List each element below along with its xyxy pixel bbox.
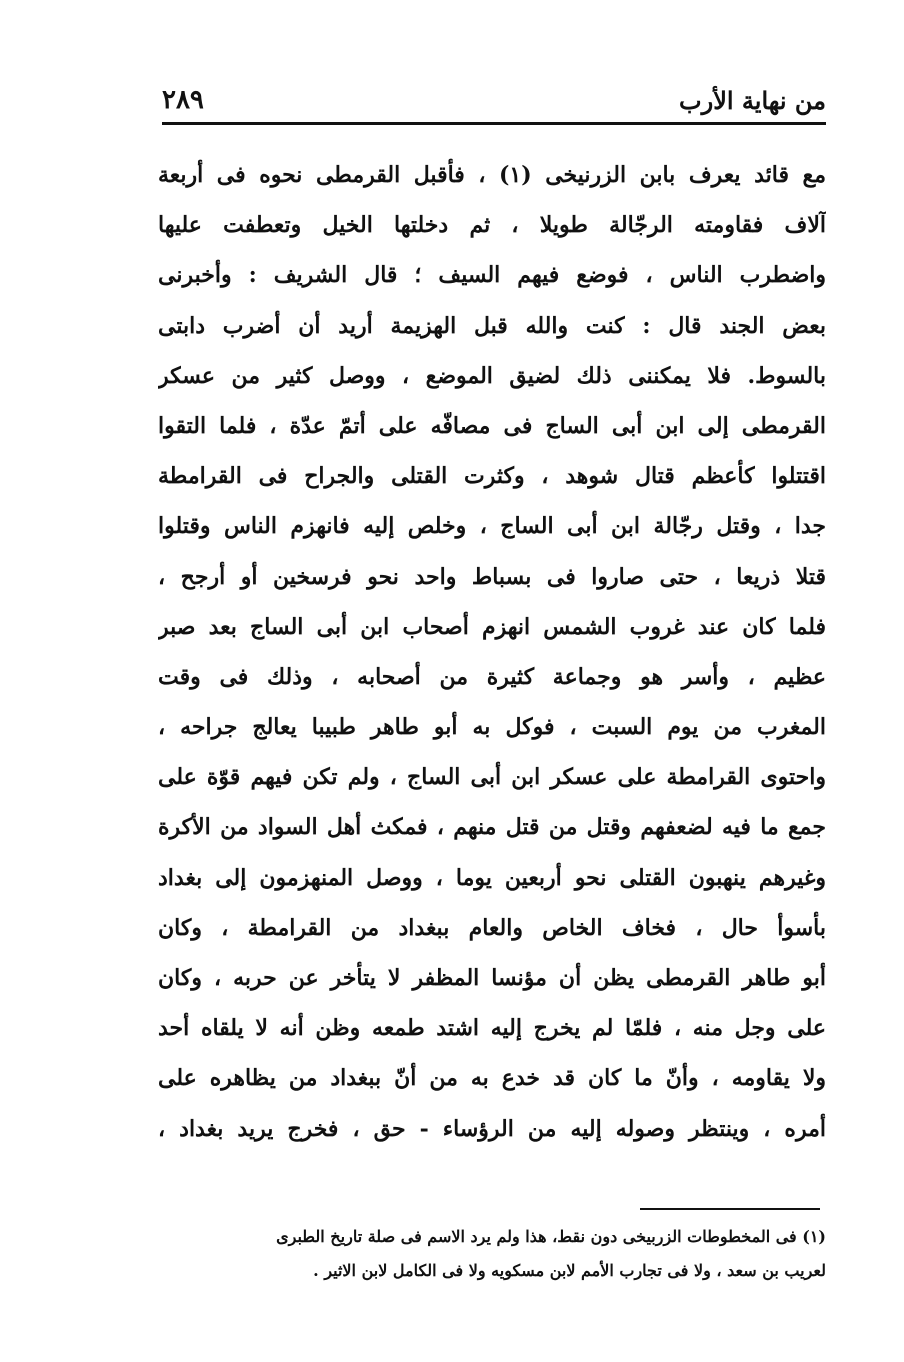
- text-line: أبو طاهر القرمطى يظن أن مؤنسا المظفر لا يتأخر عن حربه ، وكان: [158, 965, 826, 991]
- footnote-rule: [640, 1208, 820, 1210]
- text-line: قتلا ذريعا ، حتى صاروا فى بسباط واحد نحو فرسخين أو أرجح ،: [158, 563, 826, 590]
- text-line: اقتتلوا كأعظم قتال شوهد ، وكثرت القتلى والجراح فى القرامطة: [158, 463, 826, 490]
- footnotes: [198, 1220, 826, 1288]
- text-line: بعض الجند قال : كنت والله قبل الهزيمة أريد أن أضرب دابتى: [158, 312, 826, 339]
- text-line: آلاف فقاومته الرجّالة طويلا ، ثم دخلتها الخيل وتعطفت عليها: [158, 212, 826, 239]
- text-line: واضطرب الناس ، فوضع فيهم السيف ؛ قال الشريف : وأخبرنى: [158, 262, 826, 289]
- footnote-line: لعريب بن سعد ، ولا فى تجارب الأمم لابن مسكويه ولا فى الكامل لابن الاثير .: [313, 1261, 826, 1280]
- text-line: مع قائد يعرف بابن الزرنيخى (١) ، فأقبل القرمطى نحوه فى أربعة: [158, 162, 826, 188]
- text-line: فلما كان عند غروب الشمس انهزم أصحاب ابن أبى الساج بعد صبر: [158, 613, 826, 640]
- text-line: عظيم ، وأسر هو وجماعة كثيرة من أصحابه ، وذلك فى وقت: [158, 663, 826, 690]
- text-line: جمع ما فيه لضعفهم وقتل من قتل منهم ، فمكث أهل السواد من الأكرة: [158, 814, 826, 841]
- text-line: واحتوى القرامطة على عسكر ابن أبى الساج ، ولم تكن فيهم قوّة على: [158, 764, 826, 791]
- page-number: ٢٨٩: [162, 85, 204, 115]
- text-line: ولا يقاومه ، وأنّ ما كان قد خدع به من أنّ ببغداد من يظاهره على: [158, 1065, 826, 1092]
- text-line: جدا ، وقتل رجّالة ابن أبى الساج ، وخلص إليه فانهزم الناس وقتلوا: [158, 513, 826, 540]
- footnote-line: (١) فى المخطوطات الزربيخى دون نقط، هذا ولم يرد الاسم فى صلة تاريخ الطبرى: [276, 1227, 826, 1246]
- running-title: من نهاية الأرب: [679, 85, 826, 115]
- text-line: المغرب من يوم السبت ، فوكل به أبو طاهر طبيبا يعالج جراحه ،: [158, 714, 826, 741]
- text-line: القرمطى إلى ابن أبى الساج فى مصافّه على أتمّ عدّة ، فلما التقوا: [158, 412, 826, 439]
- page-header: [162, 78, 826, 122]
- text-line: بالسوط. فلا يمكننى ذلك لضيق الموضع ، ووصل كثير من عسكر: [158, 362, 826, 389]
- header-rule: [162, 122, 826, 125]
- text-line: على وجل منه ، فلمّا لم يخرج إليه اشتد طمعه وظن أنه لا يلقاه أحد: [158, 1015, 826, 1042]
- text-line: بأسوأ حال ، فخاف الخاص والعام ببغداد من القرامطة ، وكان: [158, 914, 826, 941]
- body-text: [158, 150, 826, 1154]
- text-line: أمره ، وينتظر وصوله إليه من الرؤساء - حق ، فخرج يريد بغداد ،: [158, 1115, 826, 1142]
- text-line: وغيرهم ينهبون القتلى نحو أربعين يوما ، ووصل المنهزمون إلى بغداد: [158, 864, 826, 891]
